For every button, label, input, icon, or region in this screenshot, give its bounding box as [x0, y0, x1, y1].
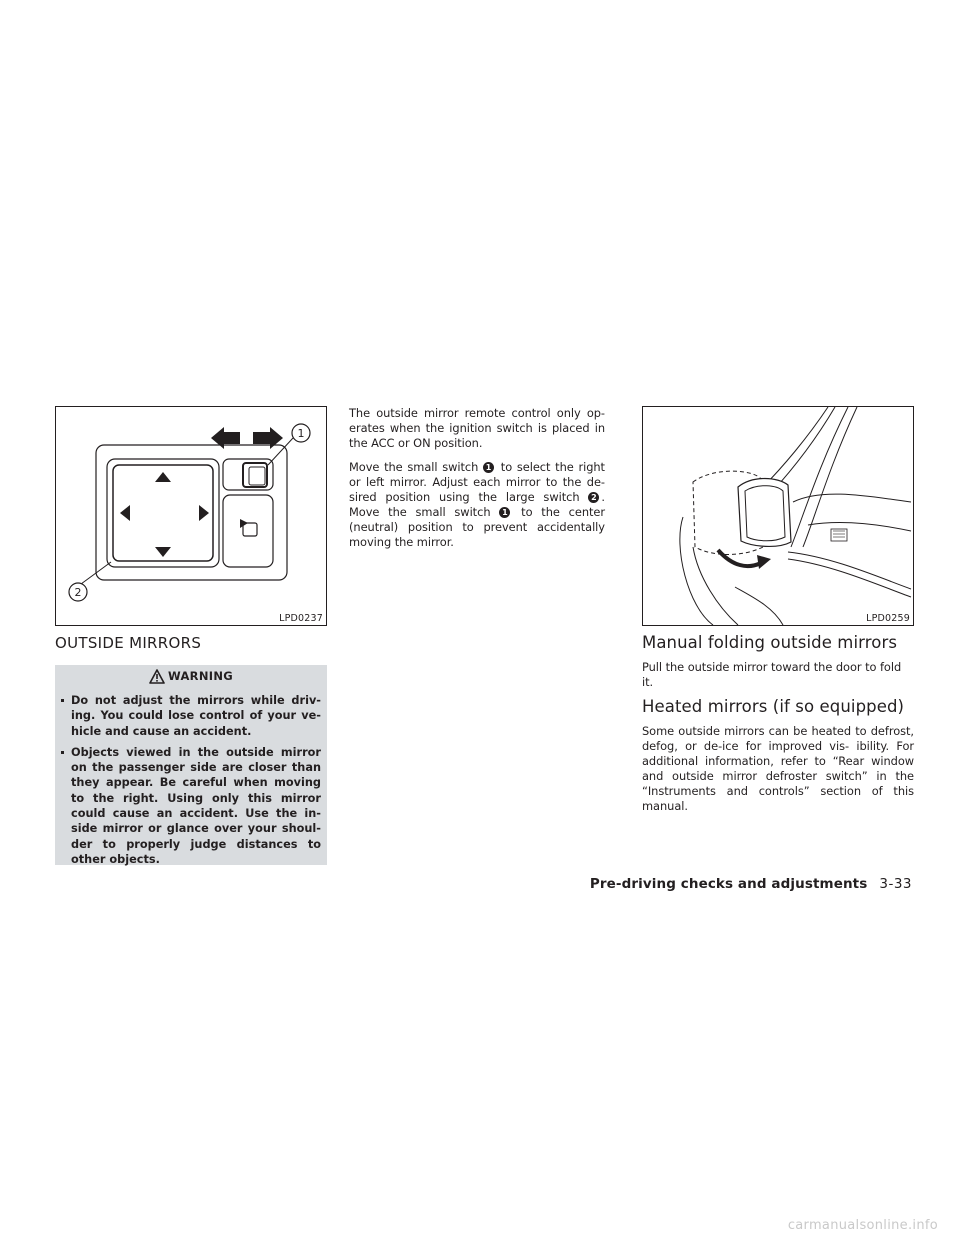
middle-column [349, 406, 605, 550]
warning-triangle-icon [149, 669, 165, 684]
switch-text-a: Move the small switch [349, 460, 479, 474]
section-heading-heated-mirrors: Heated mirrors (if so equipped) [642, 697, 905, 716]
section-heading-manual-folding: Manual folding outside mirrors [642, 633, 898, 652]
callout-1-icon: 1 [483, 462, 494, 473]
page-footer [590, 876, 912, 892]
section-heading-outside-mirrors: OUTSIDE MIRRORS [55, 634, 202, 652]
mirror-switch-figure [55, 406, 327, 626]
warning-item: Do not adjust the mirrors while driv- ing. You could lose control of your ve- hicle and cause an accident. [55, 693, 321, 739]
switch-text-d: to the center (neutral) position to prevent accidentally moving the mirror. [349, 505, 606, 549]
warning-title: WARNING [168, 669, 233, 683]
manual-folding-text: Pull the outside mirror toward the door to fold it. [642, 660, 902, 689]
folding-mirror-figure [642, 406, 914, 626]
switch-text-c: . Move the small switch [349, 490, 605, 519]
figure-code: LPD0259 [866, 613, 910, 624]
switch-paragraph [349, 460, 605, 550]
warning-box [55, 665, 327, 865]
footer-section-title: Pre-driving checks and adjustments [589, 876, 868, 892]
warning-header [55, 665, 327, 687]
folding-mirror-illustration [643, 407, 913, 625]
heated-mirrors-text: Some outside mirrors can be heated to defrost, defog, or de-ice for improved vis- ibility. For additional information, refer to “Rear window and outside mirror defroster switch” in the “Instruments and controls” section of this manual. [642, 724, 914, 813]
switch-text-b: to select the right or left mirror. Adjust each mirror to the de- sired position using the large switch [349, 460, 605, 504]
watermark: carmanualsonline.info [787, 1218, 938, 1233]
figure-code: LPD0237 [279, 613, 323, 624]
callout-2-label: 2 [74, 586, 82, 599]
page-number: 3-33 [879, 876, 912, 892]
warning-list [55, 687, 327, 873]
callout-2-icon: 2 [588, 492, 599, 503]
remote-control-paragraph: The outside mirror remote control only op- erates when the ignition switch is placed in the ACC or ON position. [349, 406, 605, 450]
mirror-switch-illustration [56, 407, 326, 625]
callout-1-label: 1 [297, 427, 305, 440]
warning-item: Objects viewed in the outside mirror on the passenger side are closer than they appear. Be careful when moving to the right. Using only this mirror could cause an accident. Use the in- side mirror or glance over your shoul- der to properly judge distances to other objects. [55, 745, 321, 867]
callout-1-icon: 1 [499, 507, 510, 518]
